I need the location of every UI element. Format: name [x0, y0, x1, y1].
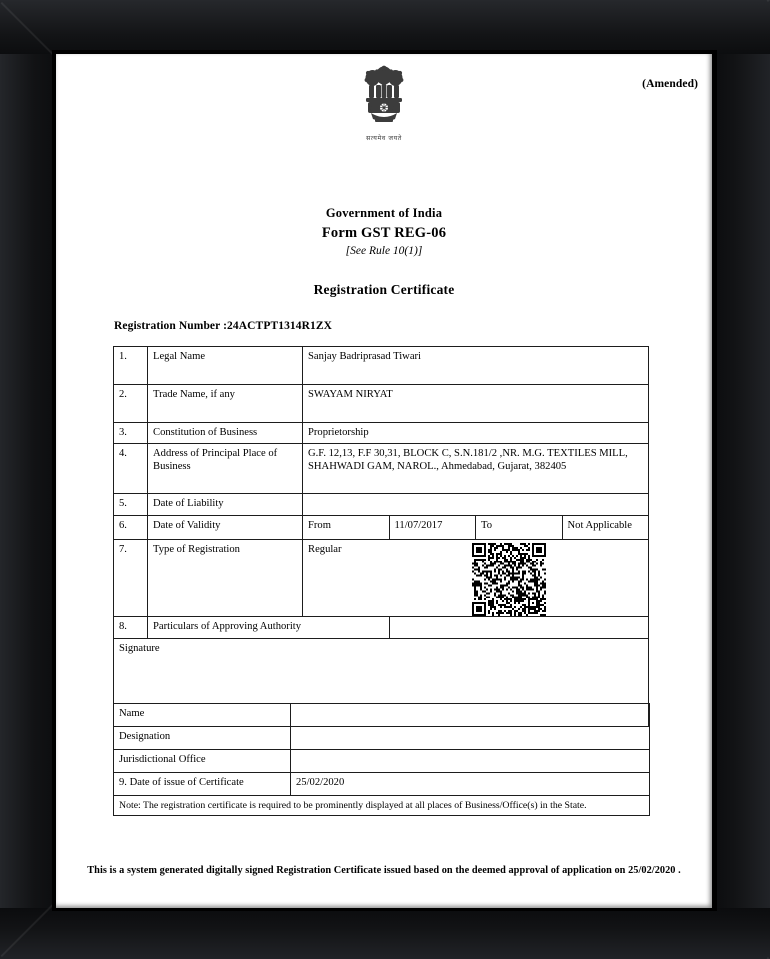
row-label: Date of Validity [148, 515, 303, 539]
national-emblem [56, 64, 712, 142]
signature-label: Signature [119, 642, 160, 654]
table-row [114, 423, 649, 444]
row-label: Particulars of Approving Authority [148, 616, 390, 638]
row-label: Legal Name [148, 347, 303, 385]
table-row [114, 704, 650, 727]
frame-rail-bottom [0, 908, 770, 959]
table-row [114, 385, 649, 423]
frame-mitre-top-right [767, 0, 770, 2]
table-row [114, 773, 650, 796]
row-value: Sanjay Badriprasad Tiwari [303, 347, 649, 385]
row-serial: 5. [114, 493, 148, 515]
table-row [114, 539, 649, 616]
qr-code [472, 543, 546, 616]
row-serial: 1. [114, 347, 148, 385]
frame-rail-left [0, 0, 56, 959]
certificate-details-table [113, 346, 649, 727]
emblem-motto: सत्यमेव जयते [366, 135, 402, 142]
validity-from-value: 11/07/2017 [389, 515, 476, 539]
registration-number [114, 320, 332, 332]
row-label: Address of Principal Place of Business [148, 443, 303, 493]
row-value: Proprietorship [303, 423, 649, 444]
table-row [114, 616, 649, 638]
certificate-note: Note: The registration certificate is required to be prominently displayed at all places of Business/Office(s) in the State. [114, 796, 650, 816]
row-label: Date of Liability [148, 493, 303, 515]
frame-rail-right [712, 0, 770, 959]
type-of-registration-value: Regular [308, 543, 342, 555]
table-row [114, 443, 649, 493]
row-serial: 8. [114, 616, 148, 638]
validity-to-label: To [476, 515, 563, 539]
certificate-title: Registration Certificate [313, 281, 455, 297]
note-row [114, 796, 650, 816]
row-label: Trade Name, if any [148, 385, 303, 423]
table-row [114, 727, 650, 750]
row-value: 25/02/2020 [291, 773, 650, 796]
system-generated-footer: This is a system generated digitally signed Registration Certificate issued based on the deemed approval of application on 25/02/2020 . [87, 865, 681, 876]
row-value-with-qr [303, 539, 649, 616]
ashoka-lion-capital-icon [362, 64, 406, 132]
row-value [291, 704, 650, 727]
registration-number-value: 24ACTPT1314R1ZX [227, 320, 333, 332]
row-serial: 4. [114, 443, 148, 493]
row-value [291, 750, 650, 773]
row-label: Name [114, 704, 291, 727]
row-value [303, 493, 649, 515]
row-value: SWAYAM NIRYAT [303, 385, 649, 423]
see-rule-reference: [See Rule 10(1)] [345, 244, 423, 257]
title-block [56, 205, 712, 299]
government-of-india-heading: Government of India [325, 206, 443, 220]
row-serial: 2. [114, 385, 148, 423]
row-label: Designation [114, 727, 291, 750]
table-row [114, 347, 649, 385]
row-serial: 6. [114, 515, 148, 539]
table-row [114, 750, 650, 773]
table-row [114, 515, 649, 539]
row-label: Type of Registration [148, 539, 303, 616]
validity-from-label: From [303, 515, 390, 539]
row-value [291, 727, 650, 750]
form-number-heading: Form GST REG-06 [321, 224, 447, 241]
amended-label: (Amended) [642, 78, 698, 90]
row-serial: 7. [114, 539, 148, 616]
row-value [389, 616, 649, 638]
table-row [114, 493, 649, 515]
row-label: 9. Date of issue of Certificate [114, 773, 291, 796]
validity-to-value: Not Applicable [562, 515, 649, 539]
frame-rail-top [0, 0, 770, 54]
row-label: Jurisdictional Office [114, 750, 291, 773]
row-serial: 3. [114, 423, 148, 444]
row-value: G.F. 12,13, F.F 30,31, BLOCK C, S.N.181/2 ,NR. M.G. TEXTILES MILL, SHAHWADI GAM, NAROL., Ahmedabad, Gujarat, 382405 [303, 443, 649, 493]
row-label: Constitution of Business [148, 423, 303, 444]
approving-authority-table [113, 703, 650, 816]
registration-number-label: Registration Number : [114, 320, 228, 332]
gst-registration-certificate [56, 54, 712, 908]
